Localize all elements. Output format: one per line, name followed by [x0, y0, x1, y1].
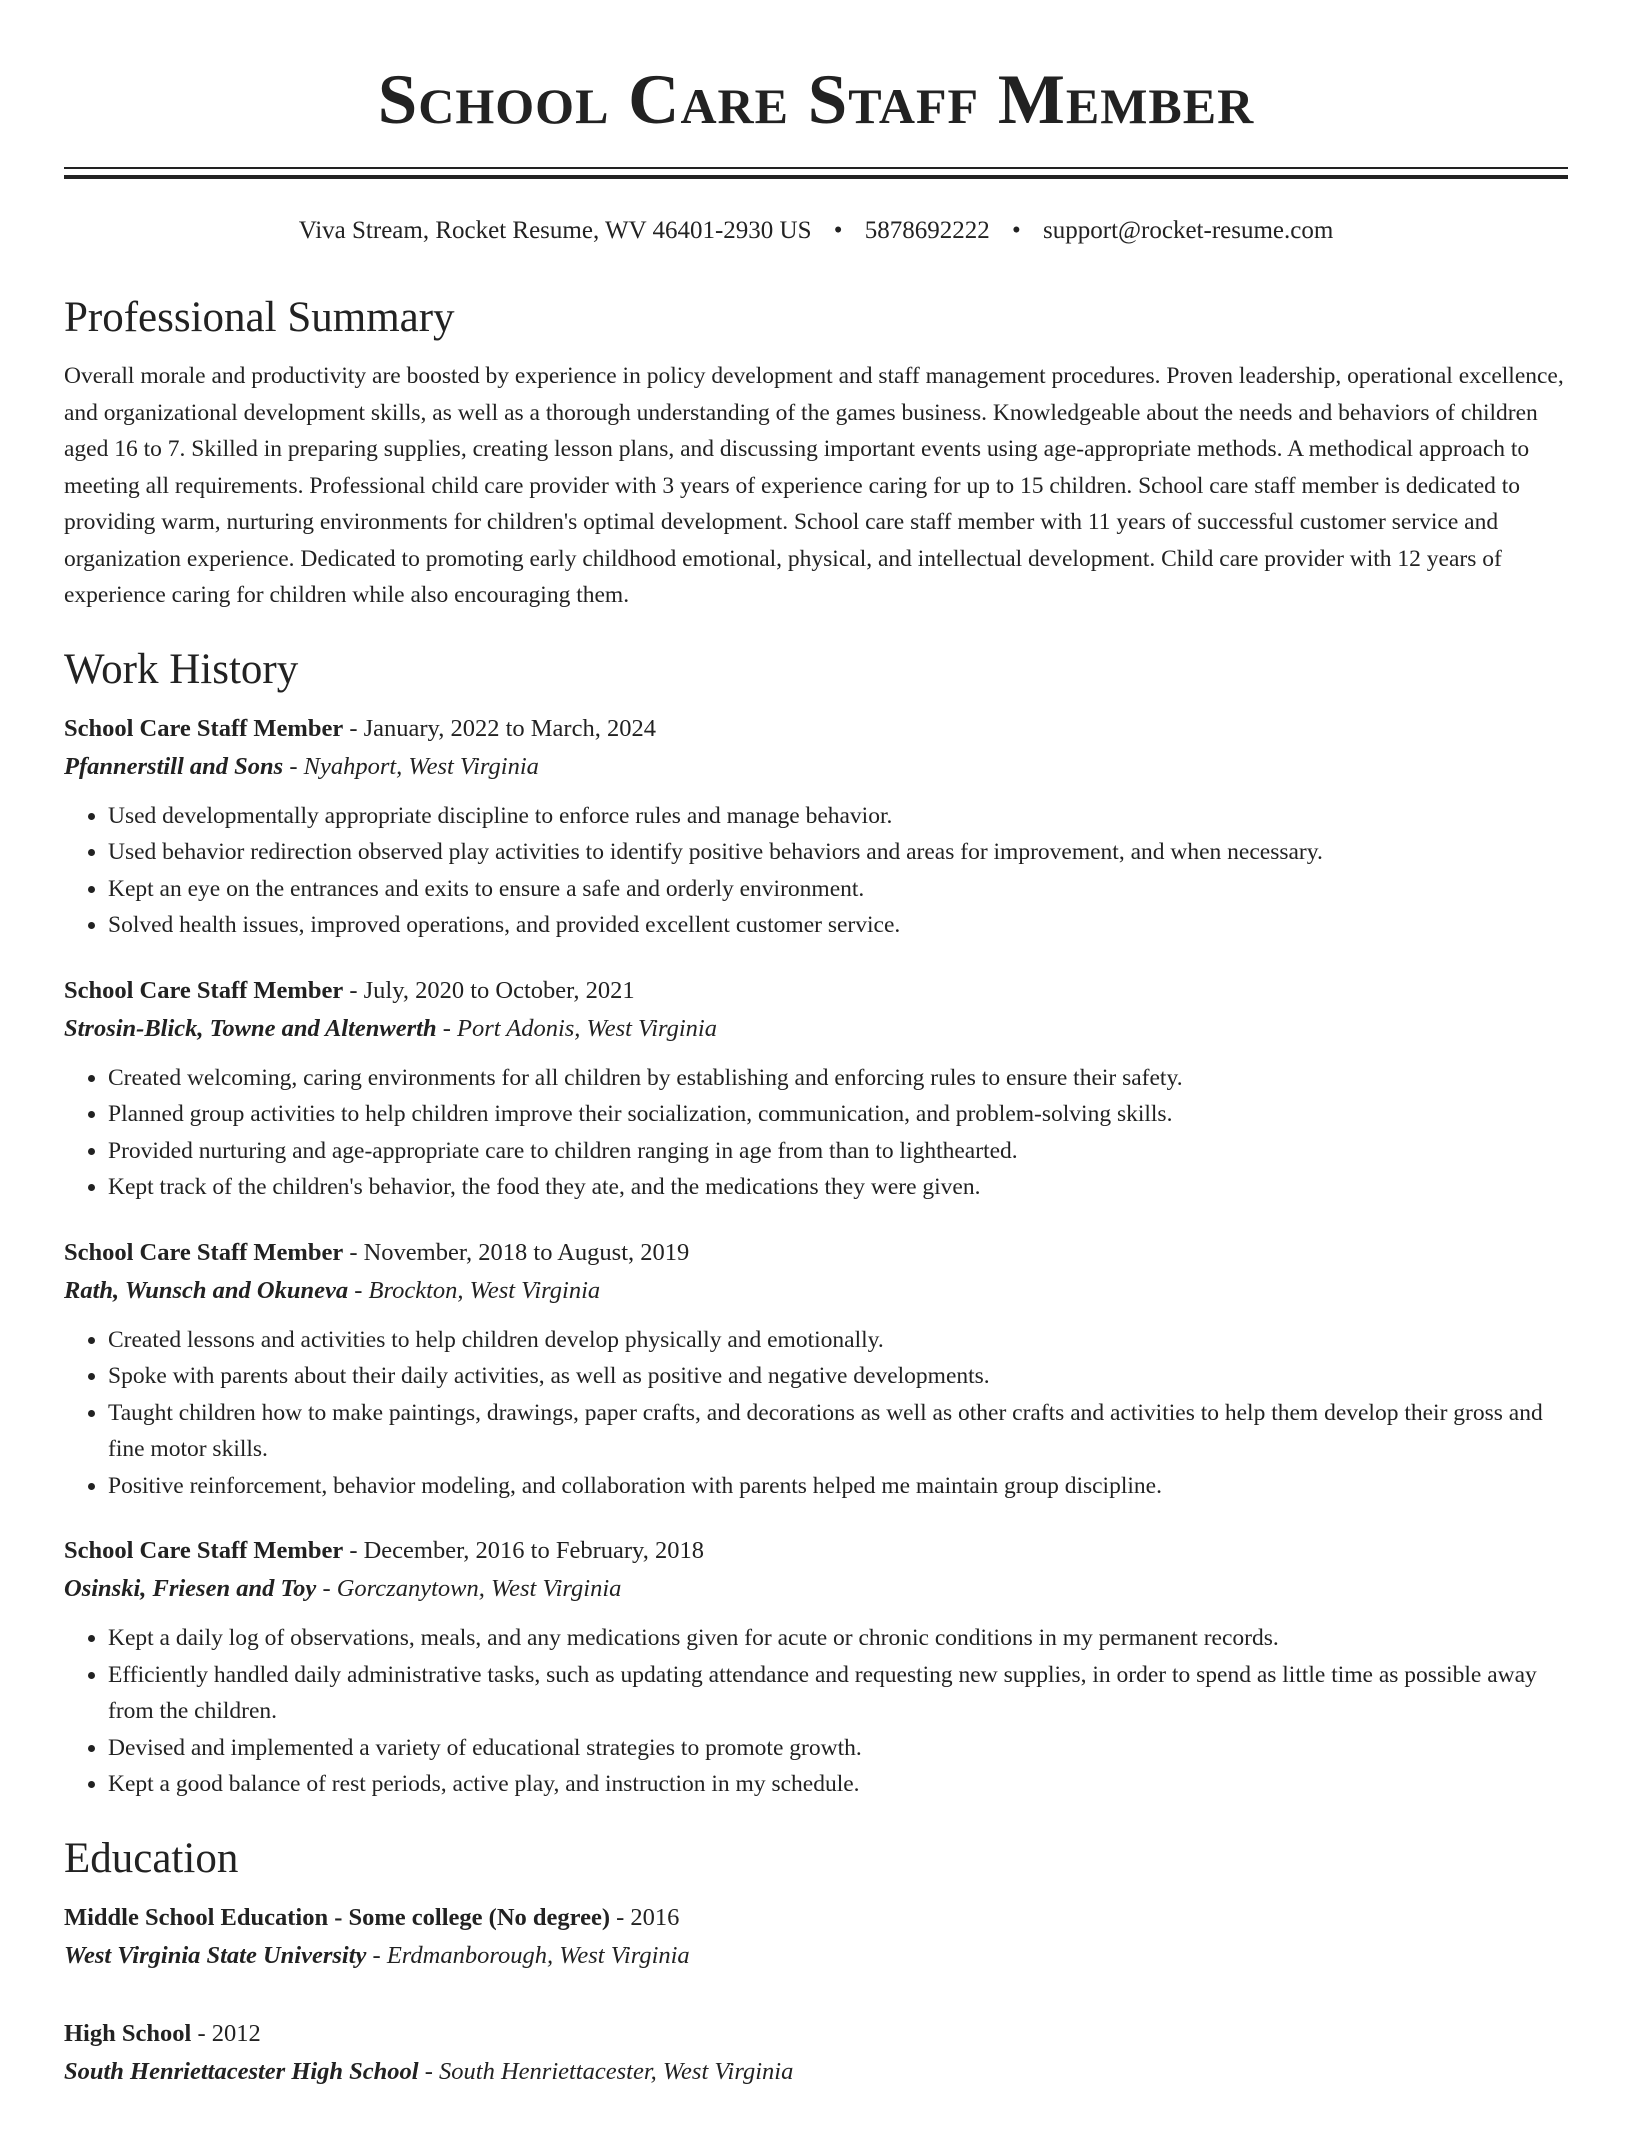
header-divider-thin: [64, 167, 1568, 169]
education-year: - 2016: [609, 1903, 680, 1931]
job-employer-line: [64, 1570, 1568, 1608]
job-company: Rath, Wunsch and Okuneva: [64, 1276, 349, 1304]
summary-heading: Professional Summary: [64, 294, 455, 341]
contact-email: support@rocket-resume.com: [1043, 217, 1334, 244]
job-dates: - July, 2020 to October, 2021: [343, 976, 635, 1004]
education-degree-line: [64, 2015, 1568, 2053]
job-duty: • Spoke with parents about their daily activities, as well as positive and negative developments.: [108, 1358, 1568, 1395]
job-title: School Care Staff Member: [64, 976, 344, 1004]
job-location: - Brockton, West Virginia: [348, 1276, 601, 1304]
job-duties-list: [64, 1620, 1568, 1803]
education-location: - Erdmanborough, West Virginia: [366, 1941, 690, 1969]
education-location: - South Henriettacester, West Virginia: [418, 2057, 794, 2085]
job-duty: • Efficiently handled daily administrative tasks, such as updating attendance and requesting new supplies, in order to spend as little time as possible away from the children.: [108, 1657, 1568, 1730]
work-history-heading: Work History: [64, 645, 299, 693]
job-duty: • Kept a good balance of rest periods, active play, and instruction in my schedule.: [108, 1766, 1568, 1803]
contact-separator: •: [833, 217, 843, 244]
contact-line: [64, 214, 1568, 248]
job-duties-list: [64, 798, 1568, 944]
summary-text: Overall morale and productivity are boosted by experience in policy development and staff management procedures. Proven leadership, operational excellence, and organizational development skills, as well as a thorough understanding of the games business. Knowledgeable about the needs and behaviors of children aged 16 to 7. Skilled in preparing supplies, creating lesson plans, and discussing important events using age-appropriate methods. A methodical approach to meeting all requirements. Professional child care provider with 3 years of experience caring for up to 15 children. School care staff member is dedicated to providing warm, nurturing environments for children's optimal development. School care staff member with 11 years of successful customer service and organization experience. Dedicated to promoting early childhood emotional, physical, and intellectual development. Child care provider with 12 years of experience caring for children while also encouraging them.: [64, 363, 1564, 608]
job-entry: [64, 1234, 1568, 1505]
job-duty: • Used behavior redirection observed play activities to identify positive behaviors and areas for improvement, and when necessary.: [108, 834, 1568, 871]
job-duty: • Kept track of the children's behavior, the food they ate, and the medications they were given.: [108, 1169, 1568, 1206]
job-company: Strosin-Blick, Towne and Altenwerth: [64, 1014, 437, 1042]
job-location: - Gorczanytown, West Virginia: [316, 1575, 622, 1602]
job-title-line: [64, 1532, 1568, 1570]
job-duty: • Solved health issues, improved operations, and provided excellent customer service.: [108, 907, 1568, 944]
job-dates: - January, 2022 to March, 2024: [343, 714, 656, 742]
contact-separator: •: [1012, 217, 1021, 244]
job-duty: • Kept a daily log of observations, meals, and any medications given for acute or chronic conditions in my permanent records.: [108, 1620, 1568, 1657]
job-entry: [64, 972, 1568, 1206]
job-duties-list: [64, 1060, 1568, 1206]
job-duty: • Used developmentally appropriate discipline to enforce rules and manage behavior.: [108, 798, 1568, 835]
job-duty: • Positive reinforcement, behavior modeling, and collaboration with parents helped me maintain group discipline.: [108, 1468, 1568, 1505]
resume-content: [64, 290, 1568, 2131]
header-divider-thick: [64, 175, 1568, 179]
education-entry: [64, 2015, 1568, 2091]
education-entry: [64, 1899, 1568, 1975]
job-duty: • Planned group activities to help children improve their socialization, communication, and problem-solving skills.: [108, 1096, 1568, 1133]
education-school: South Henriettacester High School: [64, 2057, 419, 2085]
contact-phone: 5878692222: [864, 217, 990, 244]
education-school-line: [64, 1937, 1568, 1975]
job-title-line: [64, 1234, 1568, 1272]
job-duty: • Created welcoming, caring environments for all children by establishing and enforcing rules to ensure their safety.: [108, 1060, 1568, 1097]
job-duty: • Taught children how to make paintings, drawings, paper crafts, and decorations as well as other crafts and activities to help them develop their gross and fine motor skills.: [108, 1395, 1568, 1468]
job-title-line: [64, 972, 1568, 1010]
job-title: School Care Staff Member: [64, 1238, 344, 1266]
candidate-name: School Care Staff Member: [377, 61, 1255, 139]
job-title-line: [64, 710, 1568, 748]
job-duty: • Provided nurturing and age-appropriate care to children ranging in age from than to lighthearted.: [108, 1133, 1568, 1170]
job-entry: [64, 710, 1568, 944]
job-dates: - November, 2018 to August, 2019: [343, 1238, 690, 1266]
job-duty: • Devised and implemented a variety of educational strategies to promote growth.: [108, 1730, 1568, 1767]
job-title: School Care Staff Member: [64, 1537, 344, 1564]
job-duty: • Kept an eye on the entrances and exits to ensure a safe and orderly environment.: [108, 871, 1568, 908]
education-degree: Middle School Education - Some college (No degree): [64, 1903, 610, 1931]
education-school-line: [64, 2053, 1568, 2091]
job-duties-list: [64, 1322, 1568, 1505]
education-degree-line: [64, 1899, 1568, 1937]
job-entry: [64, 1532, 1568, 1803]
education-year: - 2012: [191, 2019, 261, 2047]
job-employer-line: [64, 1010, 1568, 1048]
education-school: West Virginia State University: [64, 1941, 367, 1969]
education-heading: Education: [64, 1834, 239, 1882]
contact-address: Viva Stream, Rocket Resume, WV 46401-2930 US: [298, 217, 812, 244]
job-title: School Care Staff Member: [64, 714, 344, 742]
job-company: Osinski, Friesen and Toy: [64, 1575, 317, 1602]
job-dates: - December, 2016 to February, 2018: [343, 1537, 704, 1564]
job-company: Pfannerstill and Sons: [64, 752, 284, 780]
job-employer-line: [64, 748, 1568, 786]
job-location: - Nyahport, West Virginia: [283, 752, 539, 780]
education-degree: High School: [64, 2019, 192, 2047]
job-duty: • Created lessons and activities to help children develop physically and emotionally.: [108, 1322, 1568, 1359]
job-location: - Port Adonis, West Virginia: [436, 1014, 717, 1042]
job-employer-line: [64, 1272, 1568, 1310]
